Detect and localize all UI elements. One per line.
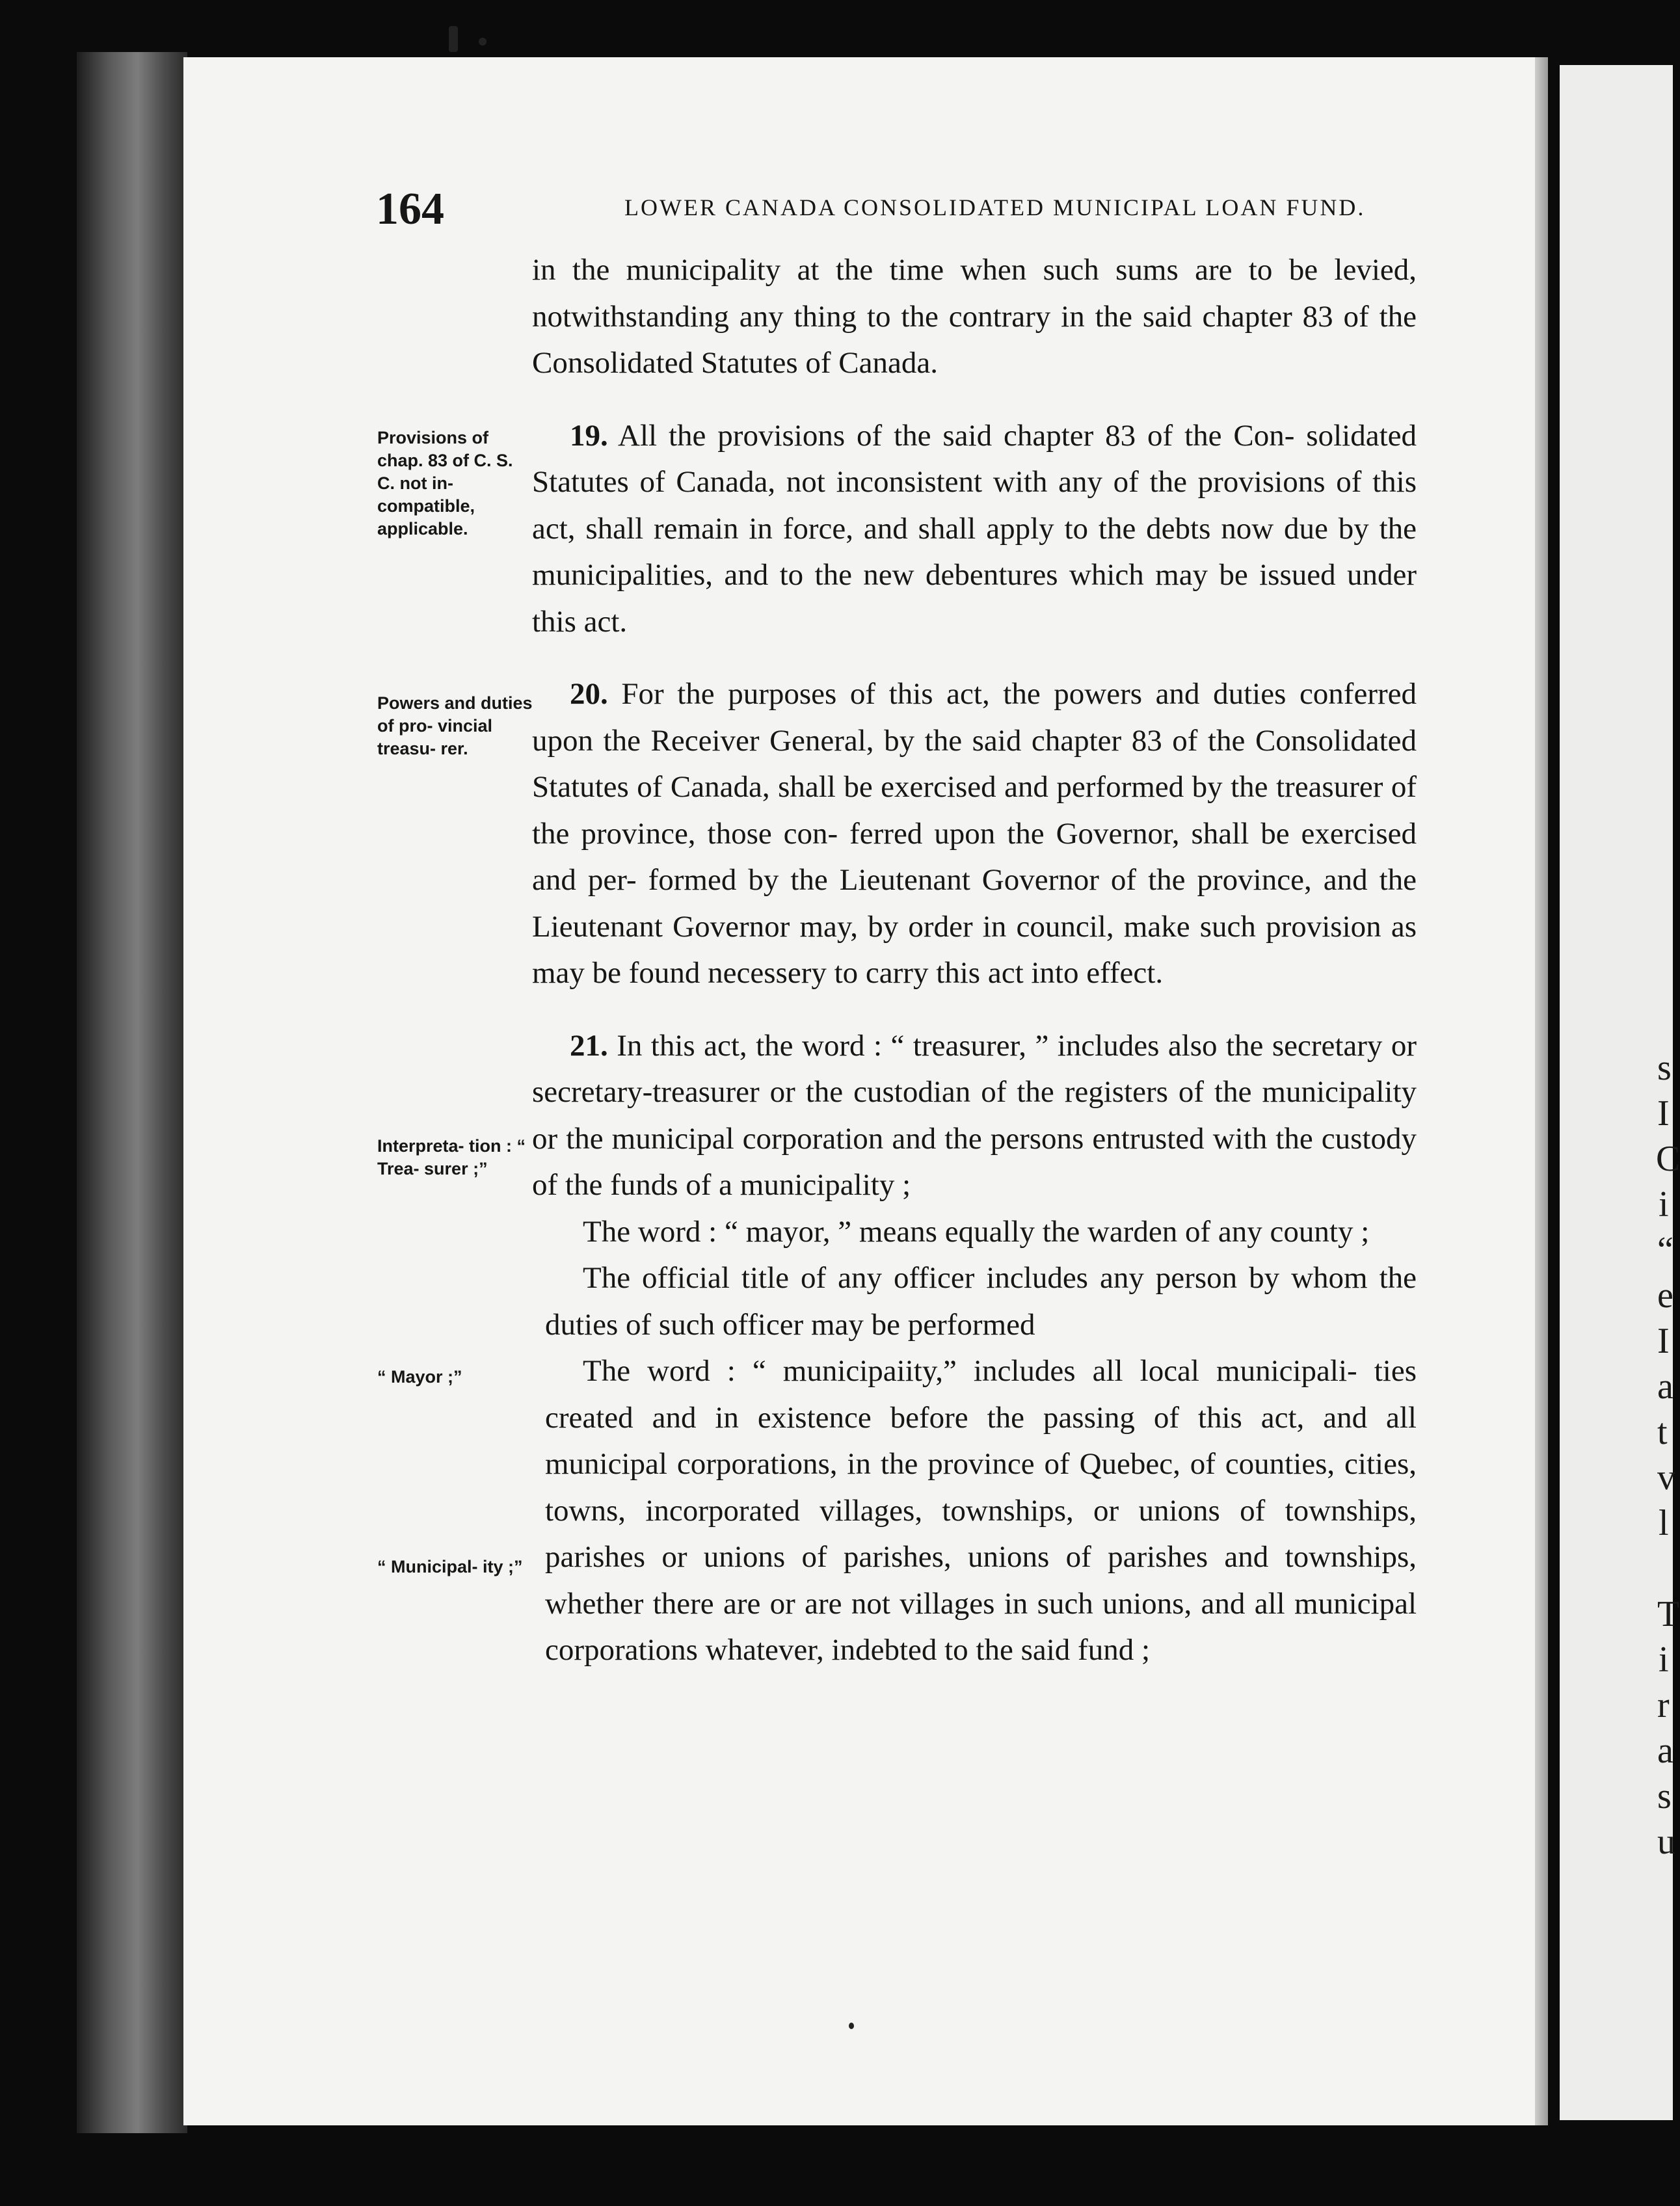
paragraph-text: The word : “ municipaiity,” includes all local municipali- ties created and in existence before the passing of this act, and all municipal corporations, in the province of Quebec, of counties, cities, towns, incorporated villages, townships, or unions of townships, parishes or unions of parishes, unions of parishes and townships, whether there are or are not villages in such unions, and all municipal corporations whatever, indebted to the said fund ; bbox=[545, 1354, 1417, 1667]
page-number: 164 bbox=[376, 184, 444, 234]
facing-page-letter: T bbox=[1657, 1594, 1680, 1634]
paragraph-text: The official title of any officer includes any person by whom the duties of such officer may be performed bbox=[545, 1261, 1417, 1342]
facing-page-letter: “ bbox=[1657, 1230, 1673, 1270]
margin-note-mayor: “ Mayor ;” bbox=[377, 1367, 462, 1387]
scan-speck bbox=[849, 2023, 854, 2029]
facing-page-letter: I bbox=[1657, 1321, 1670, 1361]
officer-definition bbox=[532, 1255, 1417, 1348]
facing-page bbox=[1560, 65, 1680, 2120]
margin-note-powers: Powers and duties of pro- vincial treasu- rer. bbox=[377, 693, 533, 758]
facing-page-letter: v bbox=[1657, 1457, 1675, 1498]
paragraph bbox=[532, 247, 1417, 387]
running-head: LOWER CANADA CONSOLIDATED MUNICIPAL LOAN FUND. bbox=[624, 194, 1366, 220]
municipality-definition bbox=[532, 1348, 1417, 1674]
section-number: 21. bbox=[570, 1028, 608, 1063]
paragraph-text: All the provisions of the said chapter 83 of the Con- solidated Statutes of Canada, not inconsistent with any of the provisions of this act, shall remain in force, and shall apply to the debts now due by the municipalities, and to the new debentures which may be issued under this act. bbox=[532, 418, 1417, 639]
mayor-definition bbox=[532, 1209, 1417, 1256]
paragraph-text: The word : “ mayor, ” means equally the warden of any county ; bbox=[583, 1214, 1370, 1249]
paragraph-text: For the purposes of this act, the powers and duties conferred upon the Receiver General, by the said chapter 83 of the Consolidated Statutes of Canada, shall be exercised and performed by the treasurer of the province, those con- ferred upon the Governor, shall be exercised and per- formed by the Lieutenant Governor of the province, and the Lieutenant Governor may, by order in council, make such provision as may be found necessery to carry this act into effect. bbox=[532, 677, 1417, 990]
facing-page-letter: e bbox=[1657, 1275, 1673, 1316]
facing-page-letter: C bbox=[1656, 1139, 1680, 1179]
scan-speck bbox=[479, 38, 487, 46]
facing-page-letter: i bbox=[1659, 1184, 1669, 1225]
margin-note-provisions: Provisions of chap. 83 of C. S. C. not in- compatible, applicable. bbox=[377, 428, 513, 538]
section-19 bbox=[532, 413, 1417, 646]
facing-page-letter: I bbox=[1657, 1093, 1670, 1134]
paragraph-text: in the municipality at the time when such sums are to be levied, notwithstanding any thing to the contrary in the said chapter 83 of the Consolidated Statutes of Canada. bbox=[532, 253, 1417, 380]
facing-page-letter: a bbox=[1657, 1731, 1673, 1771]
margin-note-municipality: “ Municipal- ity ;” bbox=[377, 1557, 523, 1576]
facing-page-letter: l bbox=[1659, 1503, 1669, 1543]
section-21 bbox=[532, 1023, 1417, 1209]
facing-page-letter: u bbox=[1657, 1822, 1675, 1862]
scan-speck bbox=[449, 26, 458, 52]
facing-page-letter: i bbox=[1659, 1640, 1669, 1680]
page-body bbox=[532, 247, 1417, 1674]
facing-page-letter: s bbox=[1657, 1776, 1672, 1816]
facing-page-letter: r bbox=[1657, 1685, 1670, 1725]
section-20 bbox=[532, 671, 1417, 997]
page-edge bbox=[1535, 57, 1548, 2125]
facing-page-letter: a bbox=[1657, 1366, 1673, 1407]
facing-page-letter: s bbox=[1657, 1048, 1672, 1088]
paragraph-text: In this act, the word : “ treasurer, ” includes also the secretary or secretary-treasurer or the custodian of the registers of the municipality or the municipal corporation and the persons entrusted with the custody of the funds of a municipality ; bbox=[532, 1028, 1417, 1202]
margin-note-interpretation: Interpreta- tion : “ Trea- surer ;” bbox=[377, 1136, 526, 1178]
section-number: 20. bbox=[570, 677, 608, 711]
facing-page-letter: t bbox=[1657, 1412, 1668, 1452]
book-spine bbox=[77, 52, 187, 2133]
section-number: 19. bbox=[570, 418, 608, 453]
